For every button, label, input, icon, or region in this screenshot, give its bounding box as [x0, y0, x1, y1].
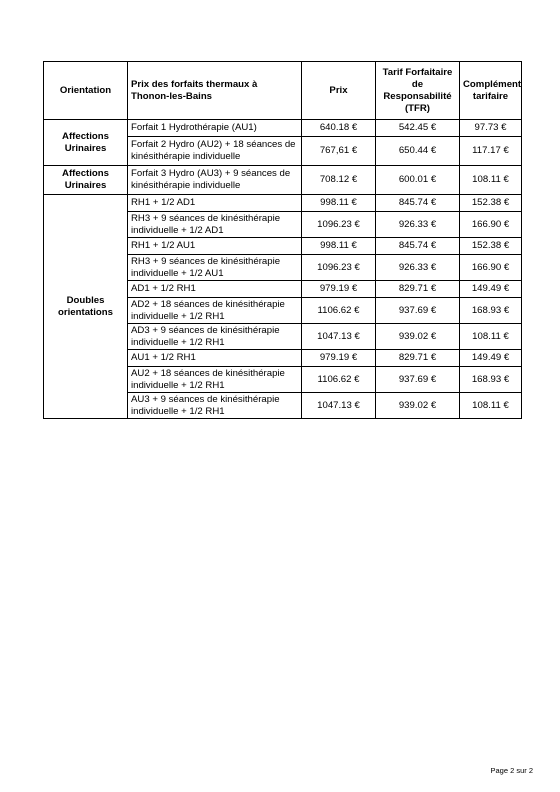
- tfr-cell: 542.45 €: [376, 120, 460, 137]
- tfr-cell: 937.69 €: [376, 367, 460, 393]
- prix-cell: 1096.23 €: [302, 212, 376, 238]
- forfait-cell: RH1 + 1/2 AU1: [128, 238, 302, 255]
- prix-cell: 1047.13 €: [302, 393, 376, 419]
- orientation-cell: Affections Urinaires: [44, 120, 128, 166]
- forfait-cell: AD1 + 1/2 RH1: [128, 281, 302, 298]
- header-tfr: Tarif Forfaitaire de Responsabilité (TFR): [376, 62, 460, 120]
- orientation-cell: Doubles orientations: [44, 195, 128, 419]
- forfait-cell: Forfait 1 Hydrothérapie (AU1): [128, 120, 302, 137]
- forfait-cell: AU1 + 1/2 RH1: [128, 350, 302, 367]
- table-row: [44, 195, 522, 212]
- table-row: [44, 166, 522, 195]
- tfr-cell: 926.33 €: [376, 255, 460, 281]
- tfr-cell: 650.44 €: [376, 137, 460, 166]
- complement-cell: 97.73 €: [460, 120, 522, 137]
- complement-cell: 149.49 €: [460, 350, 522, 367]
- forfait-cell: Forfait 2 Hydro (AU2) + 18 séances de kinésithérapie individuelle: [128, 137, 302, 166]
- forfait-cell: Forfait 3 Hydro (AU3) + 9 séances de kinésithérapie individuelle: [128, 166, 302, 195]
- prix-cell: 640.18 €: [302, 120, 376, 137]
- tfr-cell: 845.74 €: [376, 195, 460, 212]
- header-forfait: Prix des forfaits thermaux à Thonon-les-Bains: [128, 62, 302, 120]
- orientation-cell: Affections Urinaires: [44, 166, 128, 195]
- tfr-cell: 939.02 €: [376, 324, 460, 350]
- tfr-cell: 845.74 €: [376, 238, 460, 255]
- tfr-cell: 829.71 €: [376, 281, 460, 298]
- forfait-cell: AD3 + 9 séances de kinésithérapie individuelle + 1/2 RH1: [128, 324, 302, 350]
- complement-cell: 152.38 €: [460, 238, 522, 255]
- complement-cell: 168.93 €: [460, 298, 522, 324]
- forfait-cell: AD2 + 18 séances de kinésithérapie individuelle + 1/2 RH1: [128, 298, 302, 324]
- table-header-row: [44, 62, 522, 120]
- forfait-cell: AU3 + 9 séances de kinésithérapie individuelle + 1/2 RH1: [128, 393, 302, 419]
- complement-cell: 108.11 €: [460, 166, 522, 195]
- prix-cell: 708.12 €: [302, 166, 376, 195]
- prix-cell: 998.11 €: [302, 238, 376, 255]
- complement-cell: 166.90 €: [460, 212, 522, 238]
- prix-cell: 1106.62 €: [302, 298, 376, 324]
- header-prix: Prix: [302, 62, 376, 120]
- header-orientation: Orientation: [44, 62, 128, 120]
- table-row: [44, 120, 522, 137]
- tarifs-table: [43, 61, 522, 419]
- tfr-cell: 829.71 €: [376, 350, 460, 367]
- complement-cell: 166.90 €: [460, 255, 522, 281]
- prix-cell: 998.11 €: [302, 195, 376, 212]
- tfr-cell: 600.01 €: [376, 166, 460, 195]
- prix-cell: 1096.23 €: [302, 255, 376, 281]
- forfait-cell: RH3 + 9 séances de kinésithérapie individuelle + 1/2 AD1: [128, 212, 302, 238]
- prix-cell: 979.19 €: [302, 281, 376, 298]
- forfait-cell: RH1 + 1/2 AD1: [128, 195, 302, 212]
- complement-cell: 108.11 €: [460, 324, 522, 350]
- page-number: Page 2 sur 2: [490, 766, 533, 775]
- header-complement: Complément tarifaire: [460, 62, 522, 120]
- forfait-cell: AU2 + 18 séances de kinésithérapie individuelle + 1/2 RH1: [128, 367, 302, 393]
- tfr-cell: 937.69 €: [376, 298, 460, 324]
- complement-cell: 168.93 €: [460, 367, 522, 393]
- complement-cell: 152.38 €: [460, 195, 522, 212]
- prix-cell: 979.19 €: [302, 350, 376, 367]
- complement-cell: 149.49 €: [460, 281, 522, 298]
- prix-cell: 767,61 €: [302, 137, 376, 166]
- complement-cell: 117.17 €: [460, 137, 522, 166]
- forfait-cell: RH3 + 9 séances de kinésithérapie individuelle + 1/2 AU1: [128, 255, 302, 281]
- tfr-cell: 939.02 €: [376, 393, 460, 419]
- prix-cell: 1106.62 €: [302, 367, 376, 393]
- prix-cell: 1047.13 €: [302, 324, 376, 350]
- complement-cell: 108.11 €: [460, 393, 522, 419]
- tfr-cell: 926.33 €: [376, 212, 460, 238]
